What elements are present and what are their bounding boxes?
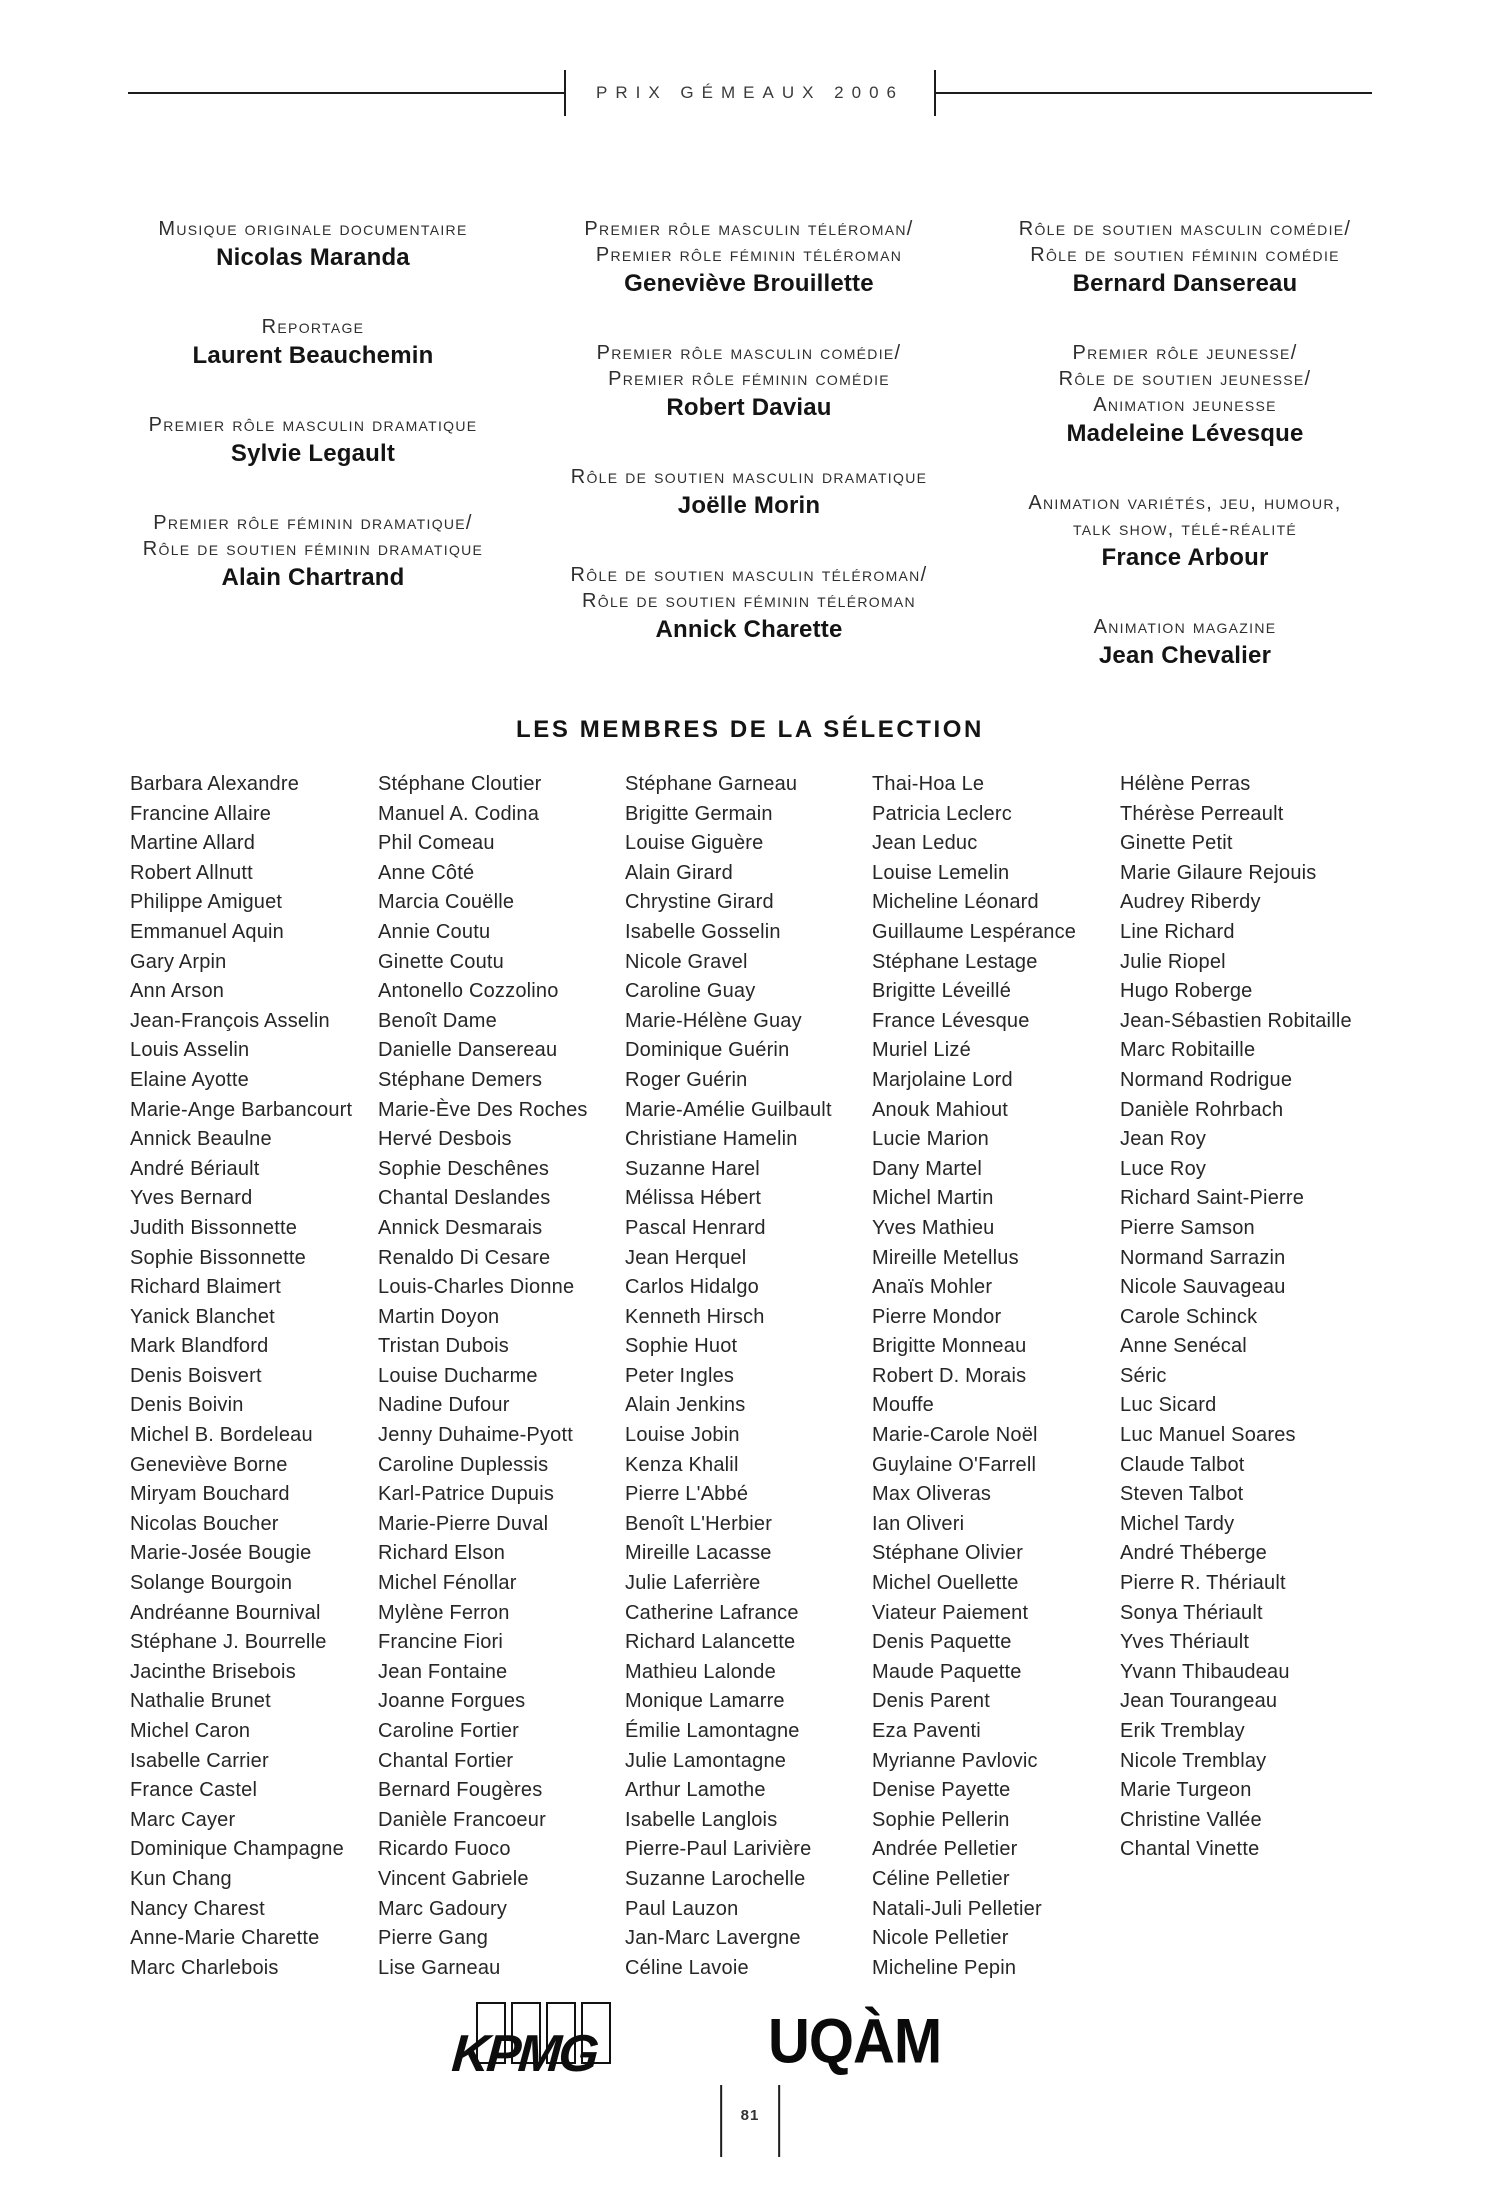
member-name: Céline Lavoie xyxy=(625,1956,749,1979)
member-name: Chantal Fortier xyxy=(378,1749,514,1772)
member-name: Patricia Leclerc xyxy=(872,802,1012,825)
award-block xyxy=(967,216,1403,298)
member-name: Antonello Cozzolino xyxy=(378,980,559,1003)
award-block xyxy=(967,614,1403,670)
member-name: France Lévesque xyxy=(872,1009,1030,1032)
member-name: Denis Boisvert xyxy=(130,1364,262,1387)
member-name: Benoît Dame xyxy=(378,1009,497,1032)
page-header xyxy=(128,70,1372,116)
member-name: Annick Desmarais xyxy=(378,1216,543,1239)
award-block xyxy=(531,562,967,644)
member-name: Annick Beaulne xyxy=(130,1128,272,1151)
member-name: Marc Robitaille xyxy=(1120,1039,1256,1062)
member-name: Dany Martel xyxy=(872,1157,983,1180)
member-name: Micheline Pepin xyxy=(872,1956,1017,1979)
member-name: Line Richard xyxy=(1120,920,1235,943)
member-name: Richard Lalancette xyxy=(625,1631,796,1654)
member-name: Suzanne Harel xyxy=(625,1157,760,1180)
member-name: Louis-Charles Dionne xyxy=(378,1276,575,1299)
member-name: Elaine Ayotte xyxy=(130,1068,249,1091)
award-winner-name: France Arbour xyxy=(1101,544,1269,571)
member-name: Danielle Dansereau xyxy=(378,1039,558,1062)
member-name: Marie-Ève Des Roches xyxy=(378,1098,588,1121)
member-name: Claude Talbot xyxy=(1120,1453,1245,1476)
member-name: Mylène Ferron xyxy=(378,1601,510,1624)
member-name: Francine Allaire xyxy=(130,802,272,825)
member-name: Caroline Duplessis xyxy=(378,1453,549,1476)
member-name: Michel Martin xyxy=(872,1187,994,1210)
kpmg-logo xyxy=(449,2002,602,2084)
member-name: Isabelle Langlois xyxy=(625,1808,778,1831)
member-name: Max Oliveras xyxy=(872,1483,992,1506)
member-name: Luc Manuel Soares xyxy=(1120,1424,1296,1447)
member-name: Joanne Forgues xyxy=(378,1690,526,1713)
member-name: Eza Paventi xyxy=(872,1720,981,1742)
member-name: Erik Tremblay xyxy=(1120,1720,1245,1742)
member-name: Jan-Marc Lavergne xyxy=(625,1927,801,1950)
member-name: Stéphane Cloutier xyxy=(378,773,542,795)
member-name: Louise Lemelin xyxy=(872,861,1010,884)
member-name: Robert D. Morais xyxy=(872,1364,1027,1387)
member-name: Thérèse Perreault xyxy=(1120,802,1284,825)
selection-title: LES MEMBRES DE LA SÉLECTION xyxy=(515,716,984,743)
member-name: Nicolas Boucher xyxy=(130,1512,279,1535)
member-name: France Castel xyxy=(130,1779,258,1802)
member-name: Brigitte Germain xyxy=(625,802,773,825)
member-name: Phil Comeau xyxy=(378,832,495,855)
member-name: Ian Oliveri xyxy=(872,1512,965,1535)
member-name: Danièle Francoeur xyxy=(378,1808,546,1831)
member-name: Anouk Mahiout xyxy=(872,1098,1009,1121)
member-name: Michel Fénollar xyxy=(378,1572,517,1595)
award-block xyxy=(95,216,531,272)
member-name: Natali-Juli Pelletier xyxy=(872,1897,1042,1920)
member-name: Alain Jenkins xyxy=(625,1394,746,1417)
member-name: Arthur Lamothe xyxy=(625,1779,766,1802)
member-name: Richard Saint-Pierre xyxy=(1120,1187,1305,1210)
member-name: Sophie Bissonnette xyxy=(130,1246,306,1269)
member-name: Suzanne Larochelle xyxy=(625,1867,806,1890)
members-column-1 xyxy=(130,770,378,1983)
member-name: Sophie Huot xyxy=(625,1335,738,1358)
member-name: Julie Riopel xyxy=(1120,950,1226,973)
member-name: Ginette Petit xyxy=(1120,832,1233,855)
award-block xyxy=(531,464,967,520)
member-name: Geneviève Borne xyxy=(130,1453,288,1476)
member-name: Marcia Couëlle xyxy=(378,891,515,914)
member-name: Denis Boivin xyxy=(130,1394,244,1417)
member-name: Karl-Patrice Dupuis xyxy=(378,1483,555,1506)
member-name: Catherine Lafrance xyxy=(625,1601,799,1624)
member-name: Micheline Léonard xyxy=(872,891,1039,914)
member-name: Pierre R. Thériault xyxy=(1120,1572,1286,1595)
member-name: Viateur Paiement xyxy=(872,1601,1029,1624)
member-name: Anne Senécal xyxy=(1120,1335,1247,1358)
kpmg-logo-text: KPMG xyxy=(449,2025,599,2083)
member-name: Julie Lamontagne xyxy=(625,1749,787,1772)
member-name: Christiane Hamelin xyxy=(625,1128,798,1151)
member-name: Marie Gilaure Rejouis xyxy=(1120,861,1317,884)
member-name: Denis Parent xyxy=(872,1690,991,1713)
uqam-logo: UQÀM xyxy=(768,2006,942,2077)
member-name: Denis Paquette xyxy=(872,1631,1012,1654)
member-name: Benoît L'Herbier xyxy=(625,1512,773,1535)
member-name: Marc Charlebois xyxy=(130,1956,279,1979)
member-name: Paul Lauzon xyxy=(625,1897,739,1920)
member-name: Louis Asselin xyxy=(130,1039,250,1062)
member-name: Martine Allard xyxy=(130,832,256,855)
member-name: Guylaine O'Farrell xyxy=(872,1453,1037,1476)
award-category-line: Reportage xyxy=(261,316,365,338)
award-block xyxy=(531,216,967,298)
member-name: Vincent Gabriele xyxy=(378,1867,529,1890)
member-name: Yves Bernard xyxy=(130,1187,253,1210)
member-name: Marie-Josée Bougie xyxy=(130,1542,312,1565)
member-name: Hervé Desbois xyxy=(378,1128,512,1151)
member-name: Monique Lamarre xyxy=(625,1690,785,1713)
header-rule-left xyxy=(128,92,564,94)
member-name: Carole Schinck xyxy=(1120,1305,1258,1328)
member-name: Carlos Hidalgo xyxy=(625,1276,759,1299)
member-name: Marjolaine Lord xyxy=(872,1068,1013,1091)
member-name: Michel Caron xyxy=(130,1720,251,1742)
member-name: Jean Roy xyxy=(1120,1128,1207,1151)
member-name: Chrystine Girard xyxy=(625,891,774,914)
member-name: Jean Tourangeau xyxy=(1120,1690,1278,1713)
member-name: Julie Laferrière xyxy=(625,1572,761,1595)
member-name: Philippe Amiguet xyxy=(130,891,283,914)
award-category-line: Premier rôle féminin comédie xyxy=(608,368,890,390)
member-name: Nicole Pelletier xyxy=(872,1927,1009,1950)
members-column-3 xyxy=(625,770,872,1983)
member-name: Nicole Sauvageau xyxy=(1120,1276,1286,1299)
member-name: Manuel A. Codina xyxy=(378,802,540,825)
award-category-line: Premier rôle féminin téléroman xyxy=(595,244,903,266)
member-name: Richard Blaimert xyxy=(130,1276,282,1299)
member-name: Denise Payette xyxy=(872,1779,1011,1802)
member-name: Sophie Pellerin xyxy=(872,1808,1010,1831)
member-name: Stéphane J. Bourrelle xyxy=(130,1631,327,1654)
award-block xyxy=(531,340,967,422)
member-name: Michel B. Bordeleau xyxy=(130,1424,313,1447)
member-name: Andréanne Bournival xyxy=(130,1601,321,1624)
member-name: Lise Garneau xyxy=(378,1956,501,1979)
member-name: Marie-Carole Noël xyxy=(872,1424,1038,1447)
award-category-line: Animation jeunesse xyxy=(1093,394,1277,416)
award-winner-name: Laurent Beauchemin xyxy=(192,342,434,369)
member-name: Peter Ingles xyxy=(625,1364,735,1387)
member-name: Mélissa Hébert xyxy=(625,1187,762,1210)
page-number: 81 xyxy=(740,2107,760,2124)
member-name: Solange Bourgoin xyxy=(130,1572,293,1595)
member-name: Pierre Samson xyxy=(1120,1216,1255,1239)
member-name: Marie-Ange Barbancourt xyxy=(130,1098,353,1121)
member-name: Dominique Champagne xyxy=(130,1838,344,1861)
member-name: Marie Turgeon xyxy=(1120,1779,1252,1802)
award-category-line: Rôle de soutien féminin téléroman xyxy=(582,590,916,612)
member-name: Pierre Mondor xyxy=(872,1305,1002,1328)
member-name: Andrée Pelletier xyxy=(872,1838,1018,1861)
awards-section xyxy=(95,216,1405,712)
award-category-line: Premier rôle masculin dramatique xyxy=(148,414,478,436)
member-name: Pierre Gang xyxy=(378,1927,489,1950)
page-number-box xyxy=(720,2085,780,2157)
member-name: Nancy Charest xyxy=(130,1897,265,1920)
member-name: Emmanuel Aquin xyxy=(130,920,285,943)
members-column-4 xyxy=(872,770,1120,1983)
award-winner-name: Madeleine Lévesque xyxy=(1066,420,1304,447)
member-name: Michel Tardy xyxy=(1120,1512,1235,1535)
member-name: Stéphane Lestage xyxy=(872,950,1038,973)
award-winner-name: Robert Daviau xyxy=(666,394,832,421)
member-name: Mathieu Lalonde xyxy=(625,1660,776,1683)
member-name: Isabelle Gosselin xyxy=(625,920,781,943)
member-name: Christine Vallée xyxy=(1120,1808,1262,1831)
members-column-5 xyxy=(1120,770,1420,1983)
member-name: Stéphane Garneau xyxy=(625,773,798,795)
award-winner-name: Bernard Dansereau xyxy=(1072,270,1298,297)
member-name: Chantal Vinette xyxy=(1120,1838,1260,1861)
member-name: Barbara Alexandre xyxy=(130,773,300,795)
member-name: Pascal Henrard xyxy=(625,1216,766,1239)
member-name: Séric xyxy=(1120,1364,1167,1387)
member-name: Ann Arson xyxy=(130,980,225,1003)
member-name: Pierre L'Abbé xyxy=(625,1483,749,1506)
member-name: André Théberge xyxy=(1120,1542,1267,1565)
member-name: Gary Arpin xyxy=(130,950,227,973)
member-name: Mouffe xyxy=(872,1394,934,1417)
member-name: Jean-Sébastien Robitaille xyxy=(1120,1009,1352,1032)
member-name: Jenny Duhaime-Pyott xyxy=(378,1424,574,1447)
member-name: Jacinthe Brisebois xyxy=(130,1660,296,1683)
member-name: Céline Pelletier xyxy=(872,1867,1010,1890)
member-name: Louise Giguère xyxy=(625,832,764,855)
member-name: Jean Fontaine xyxy=(378,1660,508,1683)
award-winner-name: Geneviève Brouillette xyxy=(624,270,874,297)
member-name: Normand Rodrigue xyxy=(1120,1068,1293,1091)
member-name: Bernard Fougères xyxy=(378,1779,543,1802)
member-name: Alain Girard xyxy=(625,861,733,884)
member-name: Luc Sicard xyxy=(1120,1394,1217,1417)
member-name: Steven Talbot xyxy=(1120,1483,1244,1506)
member-name: Judith Bissonnette xyxy=(130,1216,298,1239)
member-name: Brigitte Monneau xyxy=(872,1335,1027,1358)
member-name: Nicole Tremblay xyxy=(1120,1749,1267,1772)
member-name: Marie-Hélène Guay xyxy=(625,1009,802,1032)
award-category-line: Musique originale documentaire xyxy=(158,218,468,240)
awards-column-2 xyxy=(531,216,967,712)
award-category-line: Rôle de soutien féminin dramatique xyxy=(142,538,484,560)
award-winner-name: Jean Chevalier xyxy=(1098,642,1272,669)
member-name: Émilie Lamontagne xyxy=(625,1720,800,1742)
member-name: Tristan Dubois xyxy=(378,1335,509,1358)
award-winner-name: Joëlle Morin xyxy=(677,492,821,519)
award-category-line: Rôle de soutien masculin comédie/ xyxy=(1018,218,1352,240)
member-name: Michel Ouellette xyxy=(872,1572,1019,1595)
member-name: Annie Coutu xyxy=(378,920,491,943)
member-name: Hélène Perras xyxy=(1120,773,1251,795)
member-name: Mireille Metellus xyxy=(872,1246,1019,1269)
member-name: Nadine Dufour xyxy=(378,1394,510,1417)
member-name: Louise Jobin xyxy=(625,1424,740,1447)
member-name: Sonya Thériault xyxy=(1120,1601,1263,1624)
member-name: Renaldo Di Cesare xyxy=(378,1246,551,1269)
award-block xyxy=(95,510,531,592)
member-name: Yves Thériault xyxy=(1120,1631,1250,1654)
award-category-line: Rôle de soutien féminin comédie xyxy=(1030,244,1340,266)
awards-column-1 xyxy=(95,216,531,712)
member-name: Myrianne Pavlovic xyxy=(872,1749,1038,1772)
member-name: Yanick Blanchet xyxy=(130,1305,275,1328)
award-category-line: Premier rôle jeunesse/ xyxy=(1072,342,1298,364)
member-name: Kenneth Hirsch xyxy=(625,1305,765,1328)
member-name: Marie-Amélie Guilbault xyxy=(625,1098,832,1121)
award-category-line: Rôle de soutien masculin dramatique xyxy=(570,466,928,488)
award-block xyxy=(95,412,531,468)
member-name: Guillaume Lespérance xyxy=(872,920,1077,943)
header-rule-right xyxy=(936,92,1372,94)
member-name: Lucie Marion xyxy=(872,1128,989,1151)
member-name: Nathalie Brunet xyxy=(130,1690,271,1713)
member-name: Stéphane Olivier xyxy=(872,1542,1024,1565)
award-category-line: Premier rôle féminin dramatique/ xyxy=(153,512,473,534)
member-name: Caroline Fortier xyxy=(378,1720,520,1742)
member-name: Hugo Roberge xyxy=(1120,980,1253,1003)
member-name: Marc Gadoury xyxy=(378,1897,508,1920)
award-winner-name: Annick Charette xyxy=(655,616,843,643)
member-name: Jean Herquel xyxy=(625,1246,747,1269)
member-name: Anne Côté xyxy=(378,861,475,884)
award-category-line: Rôle de soutien masculin téléroman/ xyxy=(570,564,928,586)
member-name: Brigitte Léveillé xyxy=(872,980,1012,1003)
member-name: Robert Allnutt xyxy=(130,861,253,884)
member-name: Maude Paquette xyxy=(872,1660,1022,1683)
member-name: Thai-Hoa Le xyxy=(872,773,985,795)
member-name: Audrey Riberdy xyxy=(1120,891,1261,914)
member-name: Ricardo Fuoco xyxy=(378,1838,511,1861)
member-name: Muriel Lizé xyxy=(872,1039,971,1062)
member-name: Dominique Guérin xyxy=(625,1039,790,1062)
member-name: Yvann Thibaudeau xyxy=(1120,1660,1290,1683)
member-name: Louise Ducharme xyxy=(378,1364,538,1387)
member-name: Marie-Pierre Duval xyxy=(378,1512,549,1535)
member-name: Richard Elson xyxy=(378,1542,506,1565)
award-block xyxy=(967,340,1403,448)
member-name: André Bériault xyxy=(130,1157,260,1180)
member-name: Ginette Coutu xyxy=(378,950,505,973)
member-name: Normand Sarrazin xyxy=(1120,1246,1286,1269)
member-name: Marc Cayer xyxy=(130,1808,236,1831)
award-block xyxy=(95,314,531,370)
member-name: Roger Guérin xyxy=(625,1068,748,1091)
member-name: Danièle Rohrbach xyxy=(1120,1098,1284,1121)
members-list xyxy=(130,770,1430,1983)
award-category-line: talk show, télé-réalité xyxy=(1072,518,1298,540)
member-name: Yves Mathieu xyxy=(872,1216,995,1239)
member-name: Francine Fiori xyxy=(378,1631,504,1654)
page-title: PRIX GÉMEAUX 2006 xyxy=(596,83,904,102)
member-name: Jean Leduc xyxy=(872,832,978,855)
award-block xyxy=(967,490,1403,572)
member-name: Luce Roy xyxy=(1120,1157,1207,1180)
member-name: Chantal Deslandes xyxy=(378,1187,551,1210)
award-category-line: Premier rôle masculin comédie/ xyxy=(596,342,902,364)
award-winner-name: Sylvie Legault xyxy=(230,440,396,467)
award-category-line: Premier rôle masculin téléroman/ xyxy=(584,218,914,240)
member-name: Stéphane Demers xyxy=(378,1068,543,1091)
awards-column-3 xyxy=(967,216,1403,712)
award-category-line: Rôle de soutien jeunesse/ xyxy=(1058,368,1312,390)
member-name: Isabelle Carrier xyxy=(130,1749,269,1772)
member-name: Miryam Bouchard xyxy=(130,1483,290,1506)
member-name: Nicole Gravel xyxy=(625,950,748,973)
award-winner-name: Alain Chartrand xyxy=(221,564,405,591)
member-name: Anaïs Mohler xyxy=(872,1276,993,1299)
member-name: Pierre-Paul Larivière xyxy=(625,1838,812,1861)
member-name: Kenza Khalil xyxy=(625,1453,739,1476)
member-name: Mireille Lacasse xyxy=(625,1542,772,1565)
member-name: Martin Doyon xyxy=(378,1305,500,1328)
member-name: Jean-François Asselin xyxy=(130,1009,330,1032)
award-winner-name: Nicolas Maranda xyxy=(216,244,410,271)
member-name: Kun Chang xyxy=(130,1867,232,1890)
header-title-box xyxy=(564,70,936,116)
member-name: Anne-Marie Charette xyxy=(130,1927,320,1950)
member-name: Caroline Guay xyxy=(625,980,756,1003)
page-number-rule-right xyxy=(778,2085,780,2157)
members-column-2 xyxy=(378,770,625,1983)
member-name: Sophie Deschênes xyxy=(378,1157,550,1180)
award-category-line: Animation variétés, jeu, humour, xyxy=(1028,492,1342,514)
award-category-line: Animation magazine xyxy=(1093,616,1277,638)
member-name: Mark Blandford xyxy=(130,1335,269,1358)
